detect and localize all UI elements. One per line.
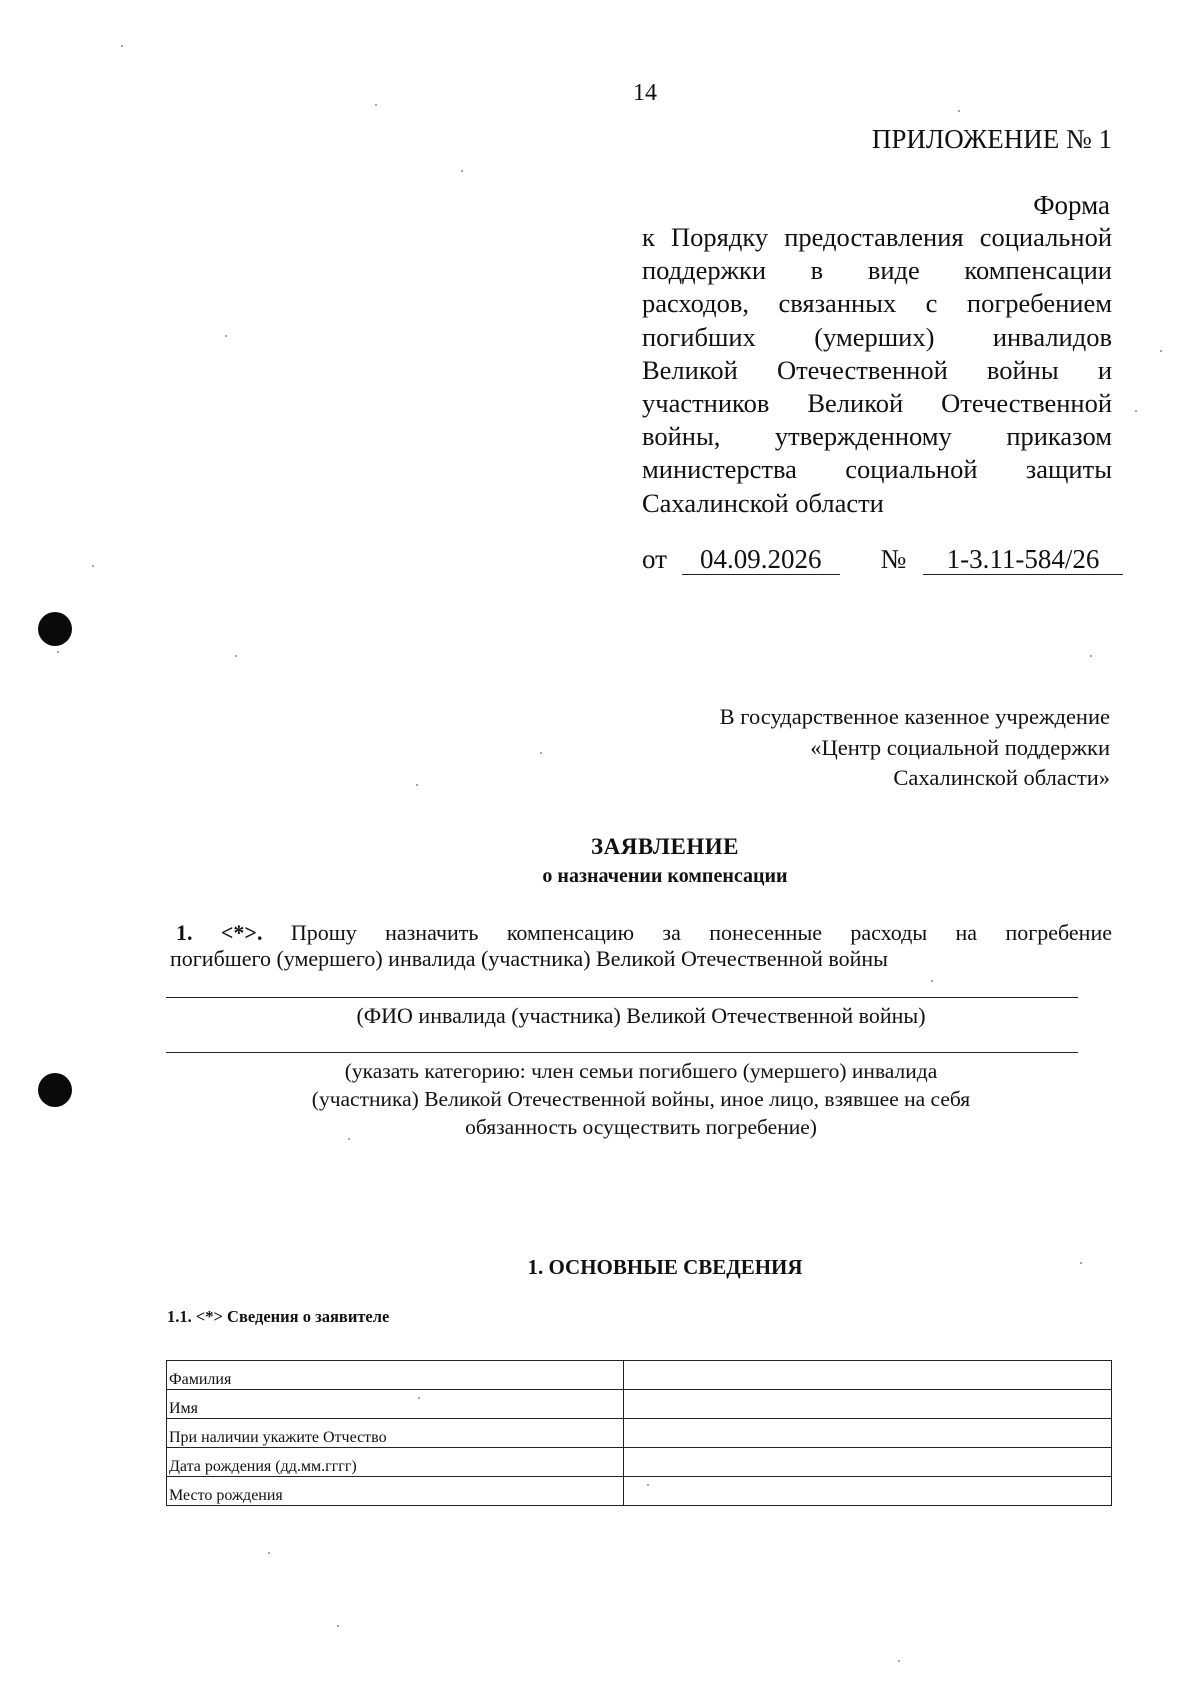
table-row	[167, 1477, 1112, 1506]
scan-speck	[931, 980, 933, 982]
table-row	[167, 1390, 1112, 1419]
category-caption	[170, 1057, 1112, 1141]
first-name-field[interactable]	[623, 1390, 1111, 1419]
request-line-1	[170, 920, 1112, 946]
table-row	[167, 1361, 1112, 1390]
table-label-cell: Имя	[167, 1390, 624, 1419]
table-label-cell: Дата рождения (дд.мм.гггг)	[167, 1448, 624, 1477]
order-description-line: участников Великой Отечественной	[642, 388, 1112, 419]
scan-speck	[235, 655, 237, 657]
page-number: 14	[633, 80, 657, 106]
scan-speck	[647, 1484, 649, 1486]
order-date-value: 04.09.2026	[682, 544, 840, 575]
order-description-line: погибших (умерших) инвалидов	[642, 321, 1112, 352]
scan-speck	[92, 565, 94, 567]
scan-speck	[418, 1397, 420, 1399]
scan-speck	[898, 1660, 900, 1662]
order-description-line: расходов, связанных с погребением	[642, 288, 1112, 319]
addressee	[720, 702, 1110, 794]
request-number: 1. <*>.	[176, 920, 263, 945]
scan-speck	[121, 45, 123, 47]
order-description-line: Сахалинской области	[642, 487, 884, 518]
request-text-1: Прошу назначить компенсацию за понесенные расходы на погребение	[290, 920, 1112, 945]
punch-hole-bottom	[38, 1073, 72, 1107]
scan-speck	[461, 170, 463, 172]
scan-speck	[337, 1625, 339, 1627]
table-label-cell: При наличии укажите Отчество	[167, 1419, 624, 1448]
category-caption-line: (указать категорию: член семьи погибшего (умершего) инвалида	[344, 1059, 938, 1083]
applicant-info-table	[166, 1360, 1112, 1506]
birth-place-field[interactable]	[623, 1477, 1111, 1506]
table-row	[167, 1419, 1112, 1448]
scan-speck	[416, 784, 418, 786]
document-title: ЗАЯВЛЕНИЕ	[591, 834, 739, 859]
addressee-line: Сахалинской области»	[893, 765, 1110, 790]
scan-speck	[57, 651, 59, 653]
request-line-2: погибшего (умершего) инвалида (участника) Великой Отечественной войны	[170, 946, 888, 971]
fio-caption: (ФИО инвалида (участника) Великой Отечественной войны)	[356, 1003, 926, 1028]
scan-speck	[375, 104, 377, 106]
category-caption-line: (участника) Великой Отечественной войны, иное лицо, взявшее на себя	[311, 1087, 971, 1111]
addressee-line: В государственное казенное учреждение	[719, 704, 1110, 729]
order-date-row	[642, 544, 1123, 575]
order-description	[642, 221, 1112, 520]
addressee-line: «Центр социальной поддержки	[810, 734, 1110, 760]
scan-speck	[1135, 410, 1137, 412]
scan-speck	[1090, 655, 1092, 657]
scan-speck	[958, 110, 960, 112]
request-paragraph	[170, 920, 1112, 972]
order-description-line: поддержки в виде компенсации	[642, 255, 1112, 286]
scan-speck	[225, 335, 227, 337]
table-label-cell: Фамилия	[167, 1361, 624, 1390]
birth-date-field[interactable]	[623, 1448, 1111, 1477]
order-date-prefix: от	[642, 544, 667, 574]
surname-field[interactable]	[623, 1361, 1111, 1390]
form-label: Форма	[1033, 190, 1110, 220]
category-fill-line	[166, 1052, 1078, 1053]
order-description-line: войны, утвержденному приказом	[642, 421, 1112, 452]
order-number-sign: №	[880, 544, 907, 574]
order-description-line: к Порядку предоставления социальной	[642, 222, 1112, 252]
order-description-line: Великой Отечественной войны и	[642, 354, 1112, 385]
table-label-cell: Место рождения	[167, 1477, 624, 1506]
category-caption-line: обязанность осуществить погребение)	[465, 1115, 817, 1139]
fio-fill-line	[166, 997, 1078, 998]
patronymic-field[interactable]	[623, 1419, 1111, 1448]
order-description-line: министерства социальной защиты	[642, 454, 1112, 485]
scan-speck	[268, 1552, 270, 1554]
punch-hole-top	[38, 612, 72, 646]
appendix-title: ПРИЛОЖЕНИЕ № 1	[871, 124, 1112, 154]
scan-speck	[348, 1138, 350, 1140]
scan-speck	[1080, 1262, 1082, 1264]
table-row	[167, 1448, 1112, 1477]
section-title: 1. ОСНОВНЫЕ СВЕДЕНИЯ	[527, 1255, 803, 1279]
subsection-title: 1.1. <*> Сведения о заявителе	[167, 1307, 390, 1326]
scan-speck	[540, 752, 542, 754]
document-subtitle: о назначении компенсации	[542, 865, 788, 887]
scan-speck	[1160, 350, 1162, 352]
order-number-value: 1-3.11-584/26	[923, 544, 1123, 575]
